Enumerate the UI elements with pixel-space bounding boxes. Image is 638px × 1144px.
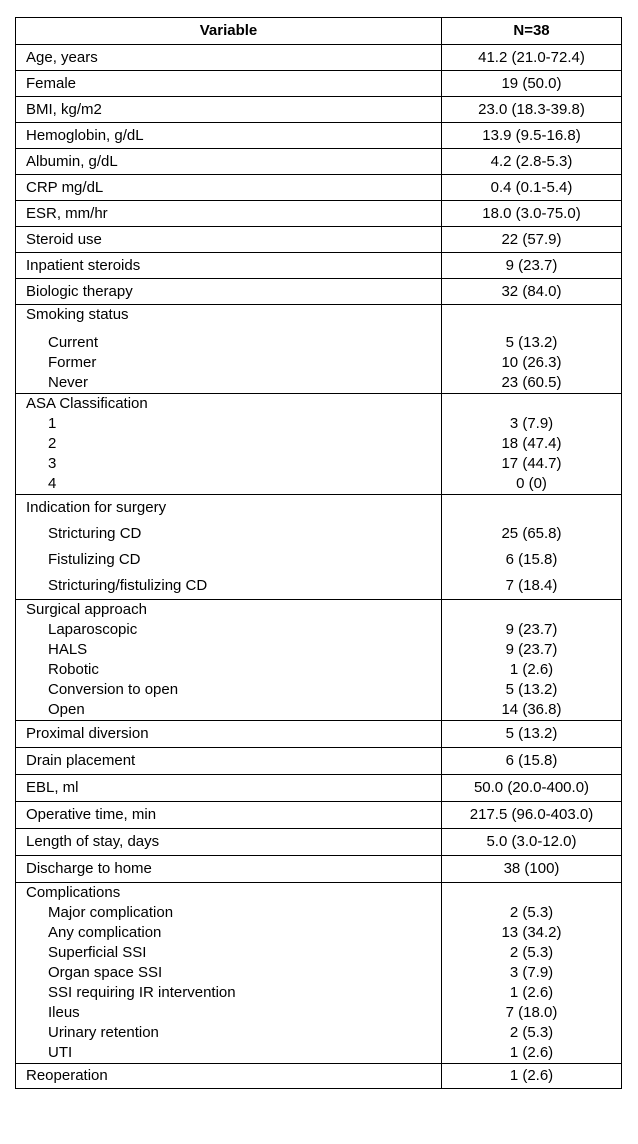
table-row bbox=[16, 775, 622, 802]
table-row bbox=[16, 71, 622, 97]
sub-item-value: 2 (5.3) bbox=[509, 1024, 554, 1041]
sub-item-label: HALS bbox=[48, 641, 88, 658]
table-row bbox=[16, 721, 622, 748]
sub-item-label: Fistulizing CD bbox=[48, 551, 141, 568]
row-value: 38 (100) bbox=[503, 860, 560, 877]
table-row-group bbox=[16, 394, 622, 495]
row-value: 217.5 (96.0-403.0) bbox=[469, 806, 594, 823]
sub-item-value: 2 (5.3) bbox=[509, 904, 554, 921]
sub-item-value: 13 (34.2) bbox=[501, 924, 562, 941]
table-row bbox=[16, 253, 622, 279]
row-label: Reoperation bbox=[26, 1067, 108, 1084]
row-label: CRP mg/dL bbox=[26, 179, 104, 196]
sub-item-value: 18 (47.4) bbox=[501, 435, 562, 452]
table-row bbox=[16, 279, 622, 305]
row-value: 9 (23.7) bbox=[505, 257, 558, 274]
sub-item-value: 9 (23.7) bbox=[505, 621, 558, 638]
sub-item-label: SSI requiring IR intervention bbox=[48, 984, 236, 1001]
sub-item-label: 1 bbox=[48, 415, 57, 432]
row-value: 0.4 (0.1-5.4) bbox=[490, 179, 573, 196]
row-label: EBL, ml bbox=[26, 779, 79, 796]
sub-item-value: 0 (0) bbox=[516, 475, 547, 492]
row-label: Drain placement bbox=[26, 752, 136, 769]
table-row bbox=[16, 123, 622, 149]
sub-item-value: 1 (2.6) bbox=[509, 984, 554, 1001]
row-value: 32 (84.0) bbox=[501, 283, 562, 300]
row-label: Biologic therapy bbox=[26, 283, 133, 300]
table-row bbox=[16, 802, 622, 829]
sub-item-label: Any complication bbox=[48, 924, 162, 941]
table-row-group bbox=[16, 305, 622, 394]
sub-item-value: 5 (13.2) bbox=[505, 681, 558, 698]
sub-item-label: 3 bbox=[48, 455, 57, 472]
sub-item-label: Former bbox=[48, 354, 97, 371]
row-value: 41.2 (21.0-72.4) bbox=[478, 49, 585, 66]
sub-item-label: Never bbox=[48, 374, 89, 391]
sub-item-label: Urinary retention bbox=[48, 1024, 159, 1041]
row-label: BMI, kg/m2 bbox=[26, 101, 102, 118]
table-row bbox=[16, 201, 622, 227]
row-label: Length of stay, days bbox=[26, 833, 160, 850]
sub-item-label: Current bbox=[48, 334, 99, 351]
table-row bbox=[16, 97, 622, 123]
row-value: 13.9 (9.5-16.8) bbox=[482, 127, 581, 144]
table-row bbox=[16, 45, 622, 71]
table-row bbox=[16, 856, 622, 883]
row-label: Female bbox=[26, 75, 77, 92]
variable-header: Variable bbox=[16, 18, 442, 45]
row-value: 1 (2.6) bbox=[509, 1067, 554, 1084]
table-row bbox=[16, 829, 622, 856]
group-label: Complications bbox=[26, 884, 121, 901]
group-label: Surgical approach bbox=[26, 601, 147, 618]
sub-item-label: Stricturing/fistulizing CD bbox=[48, 577, 208, 594]
row-label: Hemoglobin, g/dL bbox=[26, 127, 144, 144]
sub-item-label: Open bbox=[48, 701, 85, 718]
row-label: Albumin, g/dL bbox=[26, 153, 118, 170]
table-row bbox=[16, 748, 622, 775]
row-label: Discharge to home bbox=[26, 860, 152, 877]
sub-item-value: 6 (15.8) bbox=[505, 551, 558, 568]
sub-item-value: 7 (18.0) bbox=[505, 1004, 558, 1021]
row-value: 23.0 (18.3-39.8) bbox=[478, 101, 585, 118]
group-label: Indication for surgery bbox=[26, 499, 167, 516]
table-row bbox=[16, 1064, 622, 1089]
sub-item-label: Laparoscopic bbox=[48, 621, 138, 638]
sub-item-value: 2 (5.3) bbox=[509, 944, 554, 961]
sub-item-value: 1 (2.6) bbox=[509, 1044, 554, 1061]
row-value: 18.0 (3.0-75.0) bbox=[482, 205, 581, 222]
sub-item-label: Robotic bbox=[48, 661, 99, 678]
sub-item-label: Organ space SSI bbox=[48, 964, 163, 981]
row-label: Steroid use bbox=[26, 231, 102, 248]
sub-item-value: 5 (13.2) bbox=[505, 334, 558, 351]
sub-item-label: Major complication bbox=[48, 904, 174, 921]
table-row-group bbox=[16, 495, 622, 600]
table-row-group bbox=[16, 600, 622, 721]
row-label: Proximal diversion bbox=[26, 725, 149, 742]
patient-characteristics-table bbox=[15, 17, 622, 1089]
sub-item-label: Conversion to open bbox=[48, 681, 179, 698]
sub-item-value: 14 (36.8) bbox=[501, 701, 562, 718]
row-value: 5 (13.2) bbox=[505, 725, 558, 742]
row-value: 50.0 (20.0-400.0) bbox=[473, 779, 590, 796]
table-row-group bbox=[16, 883, 622, 1064]
row-value: 4.2 (2.8-5.3) bbox=[490, 153, 573, 170]
row-value: 22 (57.9) bbox=[501, 231, 562, 248]
n-header: N=38 bbox=[442, 18, 622, 45]
sub-item-value: 23 (60.5) bbox=[501, 374, 562, 391]
row-value: 19 (50.0) bbox=[501, 75, 562, 92]
table-row bbox=[16, 149, 622, 175]
row-label: Age, years bbox=[26, 49, 98, 66]
row-label: ESR, mm/hr bbox=[26, 205, 108, 222]
sub-item-value: 25 (65.8) bbox=[501, 525, 562, 542]
row-label: Operative time, min bbox=[26, 806, 157, 823]
sub-item-label: Stricturing CD bbox=[48, 525, 142, 542]
header-row bbox=[16, 18, 622, 45]
table-row bbox=[16, 175, 622, 201]
sub-item-label: UTI bbox=[48, 1044, 73, 1061]
sub-item-value: 3 (7.9) bbox=[509, 964, 554, 981]
sub-item-label: 4 bbox=[48, 475, 57, 492]
sub-item-label: 2 bbox=[48, 435, 57, 452]
table-row bbox=[16, 227, 622, 253]
row-value: 5.0 (3.0-12.0) bbox=[486, 833, 577, 850]
row-value: 6 (15.8) bbox=[505, 752, 558, 769]
row-label: Inpatient steroids bbox=[26, 257, 141, 274]
sub-item-value: 3 (7.9) bbox=[509, 415, 554, 432]
sub-item-value: 10 (26.3) bbox=[501, 354, 562, 371]
sub-item-value: 17 (44.7) bbox=[501, 455, 562, 472]
sub-item-value: 9 (23.7) bbox=[505, 641, 558, 658]
group-label: Smoking status bbox=[26, 306, 129, 323]
sub-item-label: Ileus bbox=[48, 1004, 80, 1021]
sub-item-value: 1 (2.6) bbox=[509, 661, 554, 678]
sub-item-value: 7 (18.4) bbox=[505, 577, 558, 594]
sub-item-label: Superficial SSI bbox=[48, 944, 147, 961]
group-label: ASA Classification bbox=[26, 395, 148, 412]
